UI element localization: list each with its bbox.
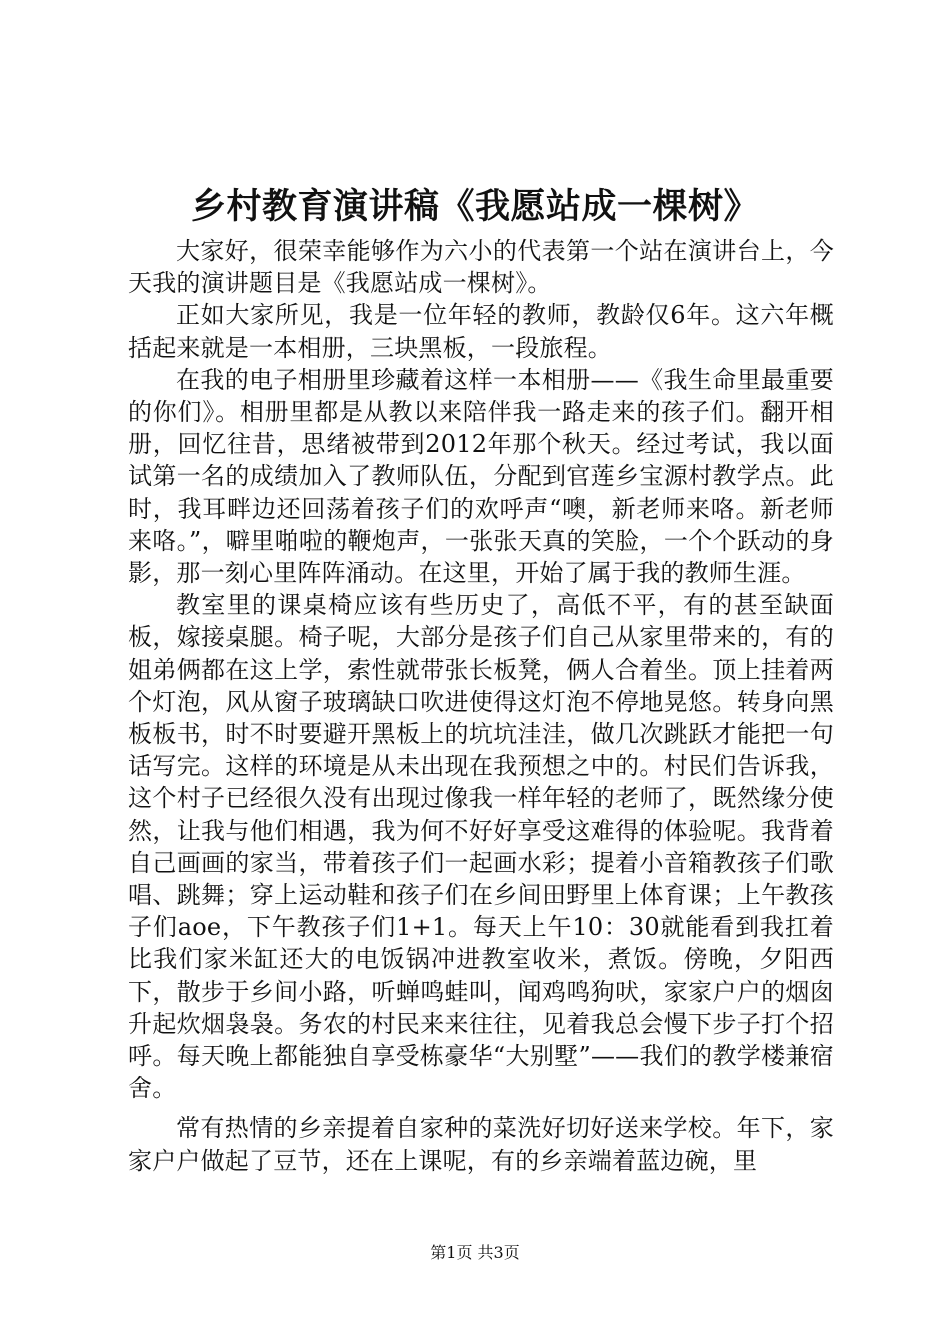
document-body (128, 235, 834, 1177)
paragraph-4: 教室里的课桌椅应该有些历史了，高低不平，有的甚至缺面板，嫁接桌腿。椅子呢，大部分是孩子们自己从家里带来的，有的姐弟俩都在这上学，索性就带张长板凳，俩人合着坐。顶上挂着两个灯泡，风从窗子玻璃缺口吹进使得这灯泡不停地晃悠。转身向黑板板书，时不时要避开黑板上的坑坑洼洼，做几次跳跃才能把一句话写完。这样的环境是从未出现在我预想之中的。村民们告诉我，这个村子已经很久没有出现过像我一样年轻的老师了，既然缘分使然，让我与他们相遇，我为何不好好享受这难得的体验呢。我背着自己画画的家当，带着孩子们一起画水彩；提着小音箱教孩子们歌唱、跳舞；穿上运动鞋和孩子们在乡间田野里上体育课；上午教孩子们aoe，下午教孩子们1+1。每天上午10：30就能看到我扛着比我们家米缸还大的电饭锅冲进教室收米，煮饭。傍晚，夕阳西下，散步于乡间小路，听蝉鸣蛙叫，闻鸡鸣狗吠，家家户户的烟囱升起炊烟袅袅。务农的村民来来往往，见着我总会慢下步子打个招呼。每天晚上都能独自享受栋豪华“大别墅”——我们的教学楼兼宿舍。 (128, 591, 834, 1103)
document-title: 乡村教育演讲稿《我愿站成一棵树》 (190, 186, 759, 227)
paragraph-3: 在我的电子相册里珍藏着这样一本相册——《我生命里最重要的你们》。相册里都是从教以来陪伴我一路走来的孩子们。翻开相册，回忆往昔，思绪被带到2012年那个秋天。经过考试，我以面试第一名的成绩加入了教师队伍，分配到官莲乡宝源村教学点。此时，我耳畔边还回荡着孩子们的欢呼声“噢，新老师来咯。新老师来咯。”，噼里啪啦的鞭炮声，一张张天真的笑脸，一个个跃动的身影，那一刻心里阵阵涌动。在这里，开始了属于我的教师生涯。 (128, 365, 834, 588)
page-number-footer: 第1页 共3页 (430, 1243, 520, 1262)
paragraph-2: 正如大家所见，我是一位年轻的教师，教龄仅6年。这六年概括起来就是一本相册，三块黑板，一段旅程。 (128, 301, 834, 362)
paragraph-1: 大家好，很荣幸能够作为六小的代表第一个站在演讲台上，今天我的演讲题目是《我愿站成一棵树》。 (128, 237, 834, 298)
paragraph-5: 常有热情的乡亲提着自家种的菜洗好切好送来学校。年下，家家户户做起了豆节，还在上课呢，有的乡亲端着蓝边碗，里 (128, 1114, 834, 1175)
